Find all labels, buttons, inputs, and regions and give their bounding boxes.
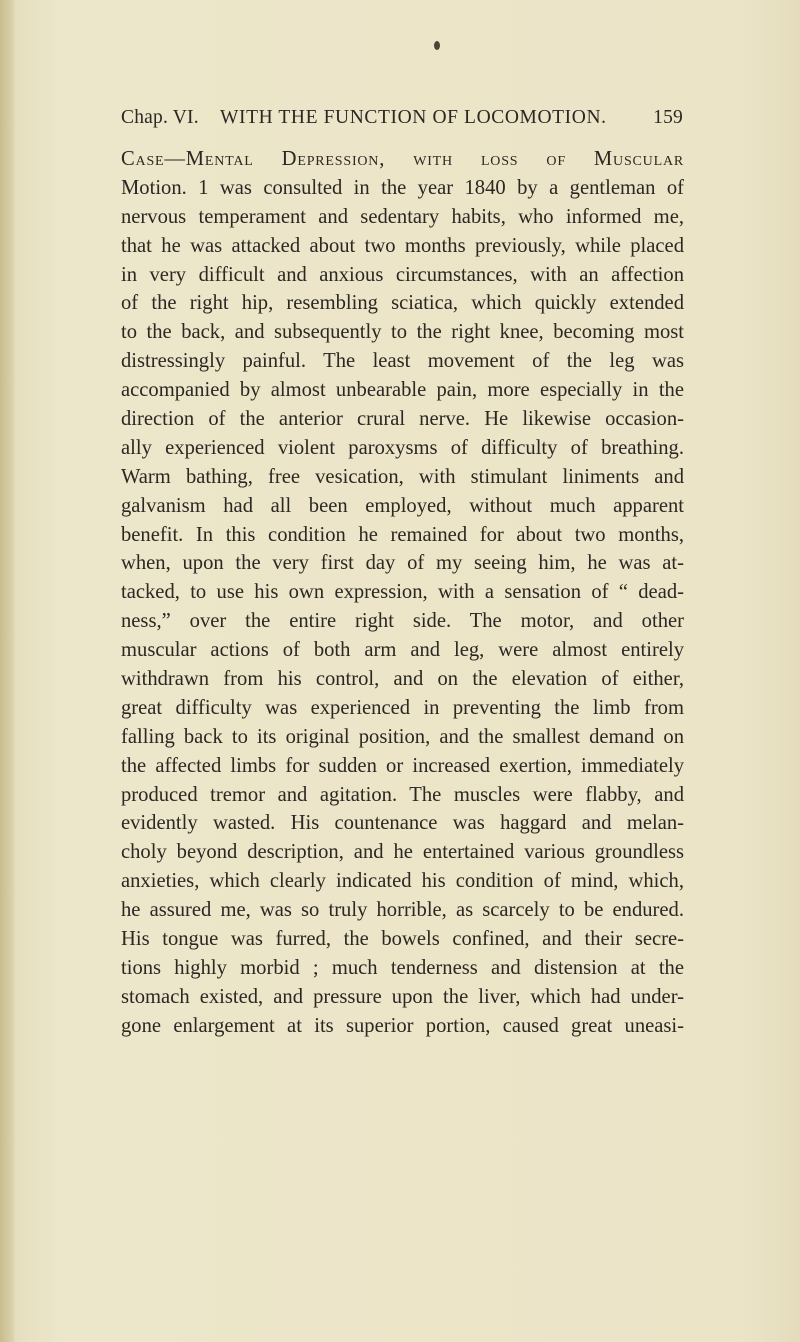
text-line-27: he assured me, was so truly horrible, as scarcely to be endured. [121,899,684,922]
text-line-20: great difficulty was experienced in preventing the limb from [121,696,684,719]
running-head [121,103,683,133]
text-line-18: muscular actions of both arm and leg, were almost entirely [121,639,684,662]
page-binding-edge [0,0,14,1342]
text-line-15: when, upon the very first day of my seeing him, he was at- [121,552,684,575]
ink-speck [434,41,440,50]
text-line-28: His tongue was furred, the bowels confined, and their secre- [121,928,684,951]
text-line-30: stomach existed, and pressure upon the liver, which had under- [121,985,684,1008]
text-line-7: to the back, and subsequently to the right knee, becoming most [121,321,684,344]
text-line-23: produced tremor and agitation. The muscles were flabby, and [121,783,684,806]
body-text [121,145,684,1041]
text-line-13: galvanism had all been employed, without much apparent [121,494,684,517]
text-line-14: benefit. In this condition he remained for about two months, [121,523,684,546]
text-line-3: nervous temperament and sedentary habits, who informed me, [121,205,684,228]
text-line-5: in very difficult and anxious circumstances, with an affection [121,263,684,286]
text-line-21: falling back to its original position, and the smallest demand on [121,725,684,748]
text-line-4: that he was attacked about two months previously, while placed [121,234,684,257]
text-line-25: choly beyond description, and he entertained various groundless [121,841,684,864]
text-line-10: direction of the anterior crural nerve. He likewise occasion- [121,408,684,431]
text-line-24: evidently wasted. His countenance was haggard and melan- [121,812,684,835]
text-line-31: gone enlargement at its superior portion, caused great uneasi- [121,1014,684,1037]
text-line-11: ally experienced violent paroxysms of difficulty of breathing. [121,436,684,459]
text-line-9: accompanied by almost unbearable pain, more especially in the [121,379,684,402]
text-line-29: tions highly morbid ; much tenderness and distension at the [121,956,684,979]
text-line-16: tacked, to use his own expression, with a sensation of “ dead- [121,581,684,604]
text-line-2: Motion. 1 was consulted in the year 1840 by a gentleman of [121,176,684,199]
text-line-1: Case—Mental Depression, with loss of Muscular [121,148,684,170]
text-line-6: of the right hip, resembling sciatica, which quickly extended [121,292,684,315]
running-title: WITH THE FUNCTION OF LOCOMOTION. [220,107,607,128]
text-line-17: ness,” over the entire right side. The motor, and other [121,610,684,633]
text-line-8: distressingly painful. The least movement of the leg was [121,350,684,373]
text-line-22: the affected limbs for sudden or increased exertion, immediately [121,754,684,777]
text-line-19: withdrawn from his control, and on the elevation of either, [121,668,684,691]
text-line-26: anxieties, which clearly indicated his condition of mind, which, [121,870,684,893]
chapter-label: Chap. VI. [121,107,199,128]
page-number: 159 [653,107,683,128]
text-line-12: Warm bathing, free vesication, with stimulant liniments and [121,465,684,488]
